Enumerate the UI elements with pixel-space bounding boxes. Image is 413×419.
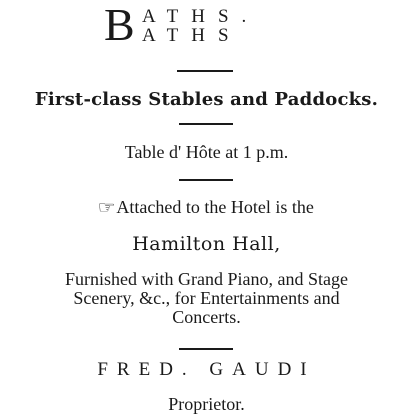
hall-name: Hamilton Hall, (132, 233, 281, 255)
furnished-line-2: Scenery, &c., for Entertainments and (73, 288, 340, 308)
furnished-line-1: Furnished with Grand Piano, and Stage (65, 269, 348, 289)
attached-line (0, 197, 413, 218)
proprietor-title: Proprietor. (168, 394, 245, 414)
attached-text: Attached to the Hotel is the (116, 197, 314, 217)
divider-rule (179, 179, 233, 181)
heading-line-1: ATHS. (142, 6, 260, 27)
proprietor-name: FRED. GAUDI (97, 359, 316, 380)
heading-initial: B (104, 0, 135, 50)
divider-rule (177, 70, 233, 72)
table-dhote-line: Table d' Hôte at 1 p.m. (124, 142, 289, 162)
furnished-description (0, 270, 413, 327)
divider-rule (179, 123, 233, 125)
furnished-line-3: Concerts. (172, 307, 241, 327)
stables-line: First-class Stables and Paddocks. (34, 89, 379, 110)
pointing-hand-icon: ☞ (97, 198, 116, 217)
baths-heading (104, 0, 304, 50)
heading-line-2: ATHS (142, 25, 242, 46)
divider-rule (179, 348, 233, 350)
